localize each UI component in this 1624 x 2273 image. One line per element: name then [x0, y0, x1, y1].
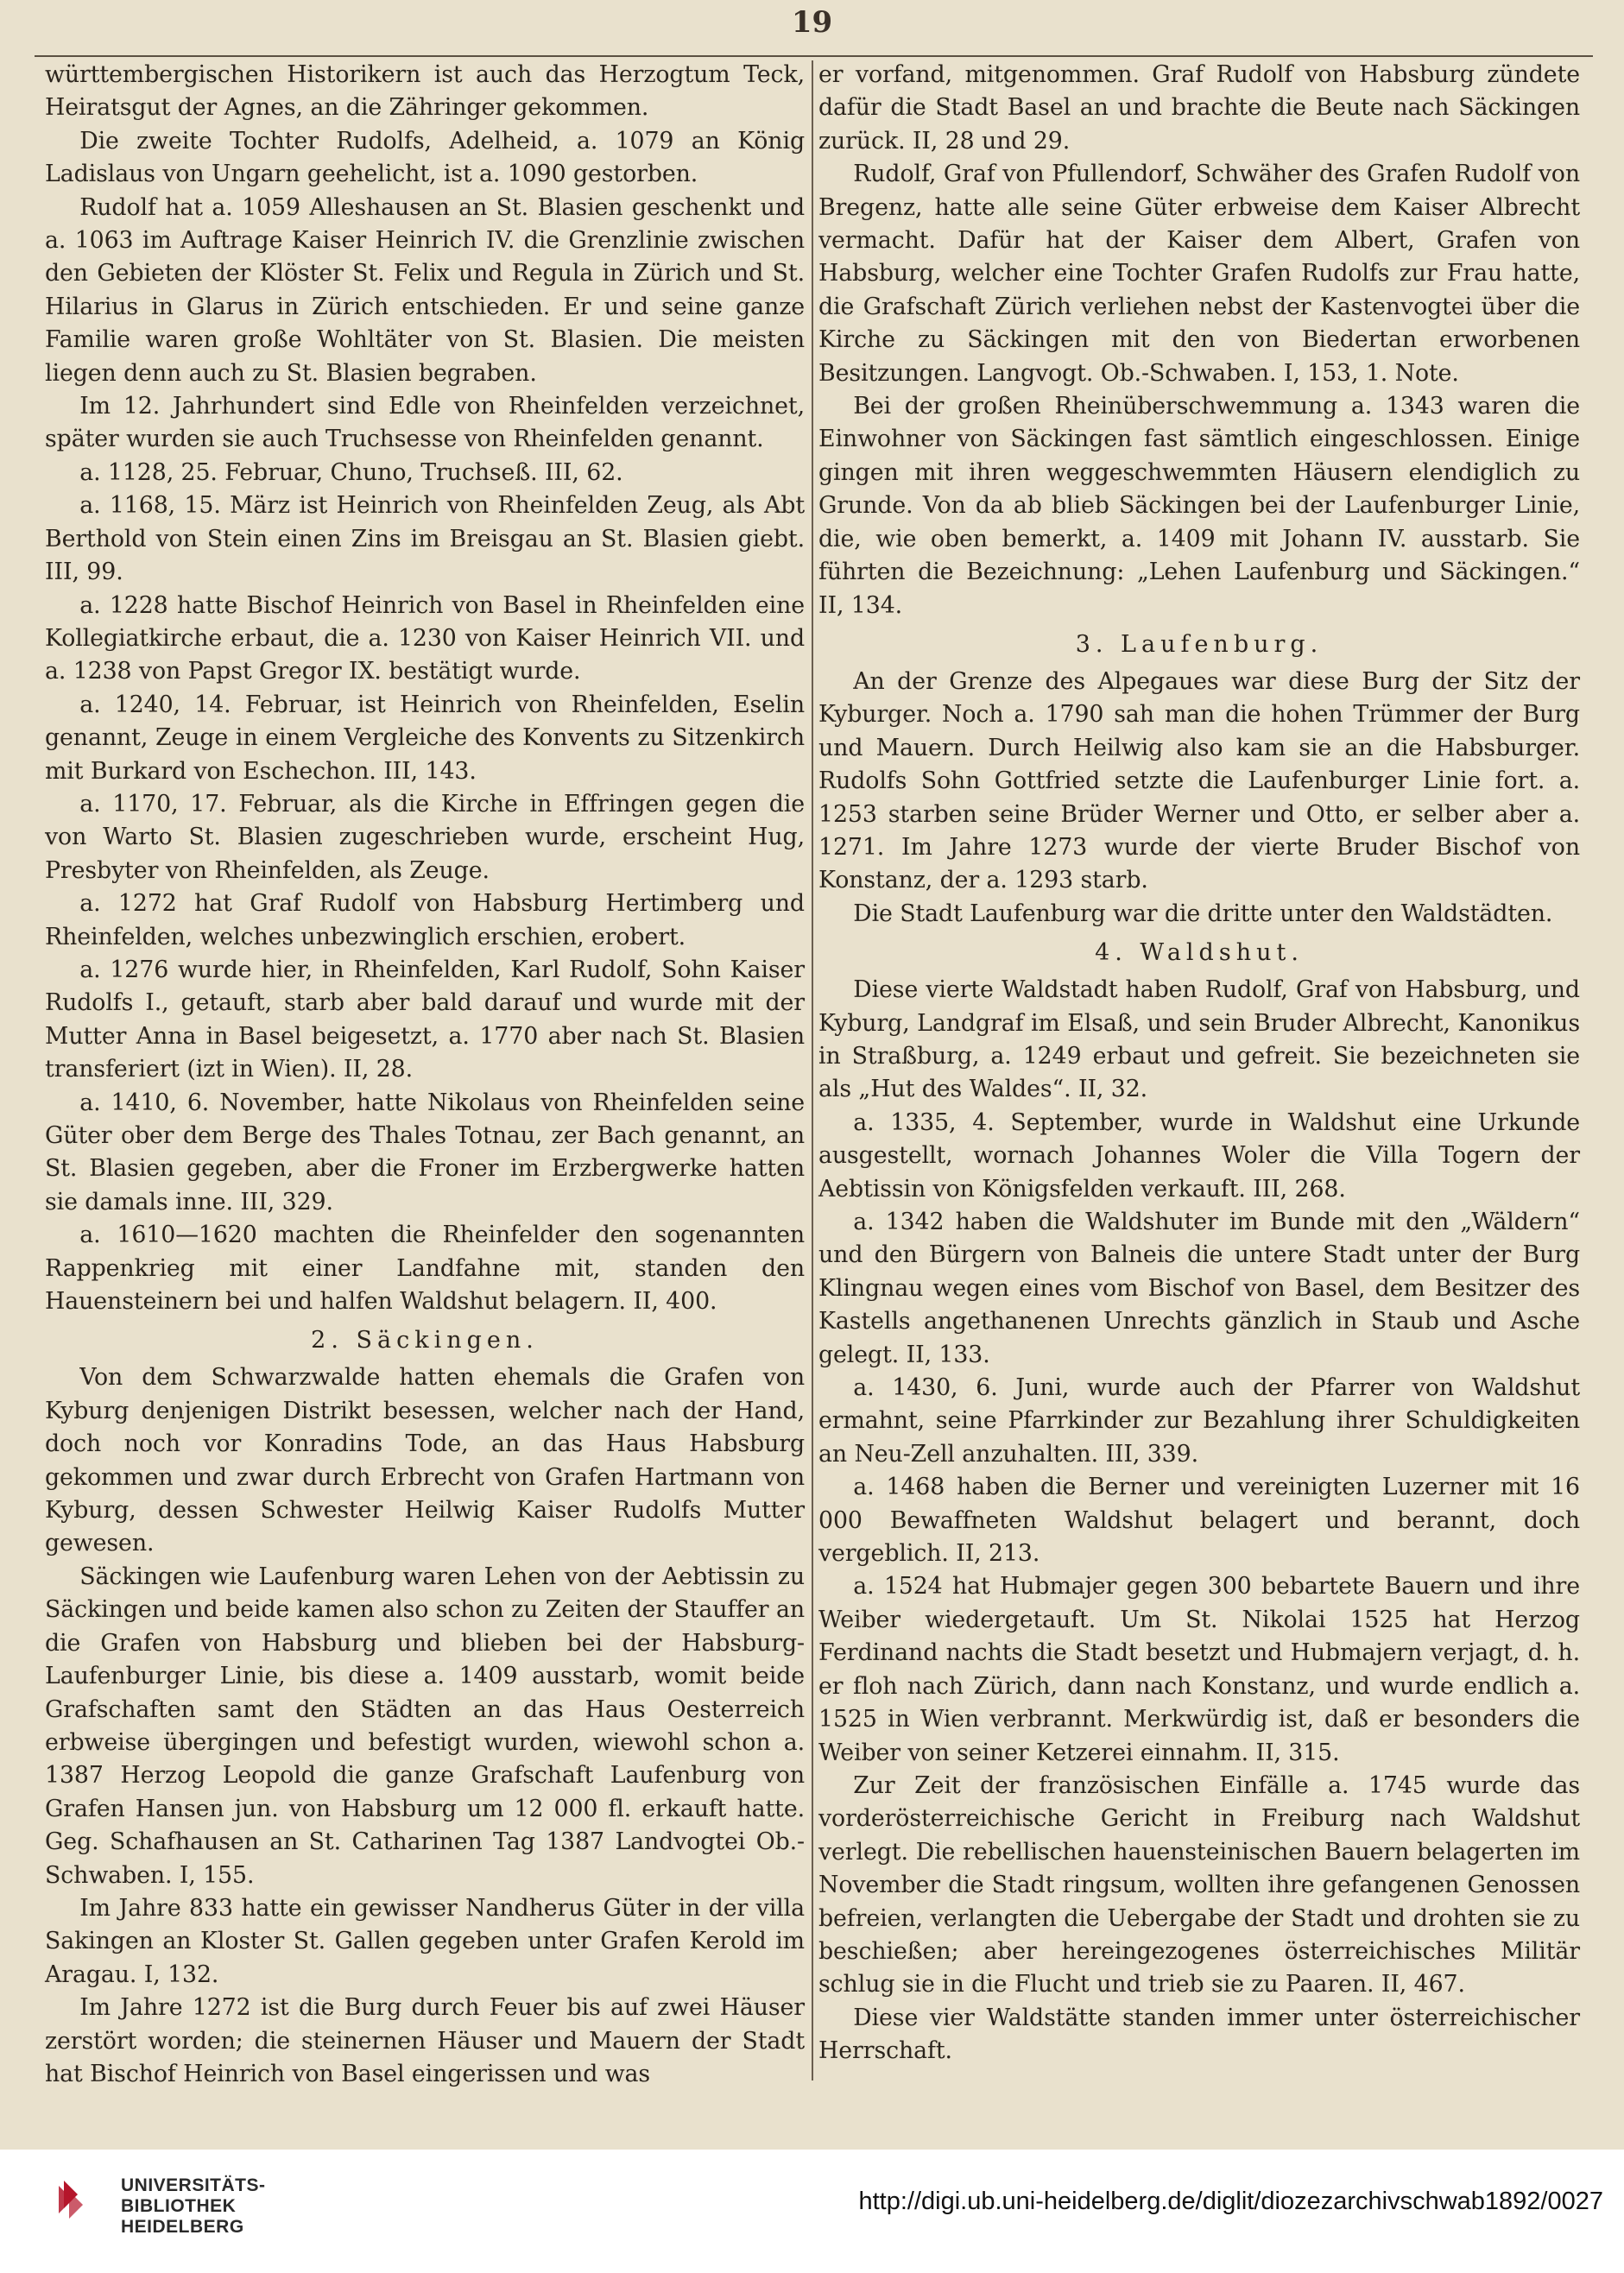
top-rule	[35, 55, 1593, 57]
paragraph: a. 1342 haben die Waldshuter im Bunde mit den „Wäldern“ und den Bürgern von Balneis die untere Stadt unter der Burg Klingnau wegen eines vom Bischof von Basel, dem Besitzer des Kastells angethanenen Unrechts gänzlich in Staub und Asche gelegt. II, 133.	[818, 1209, 1580, 1368]
section-heading-saeckingen: 2. Säckingen.	[311, 1327, 539, 1354]
library-name	[121, 2175, 266, 2238]
library-name-line: BIBLIOTHEK	[121, 2196, 237, 2216]
heidelberg-library-logo-icon	[52, 2175, 104, 2227]
paragraph: a. 1610—1620 machten die Rheinfelder den sogenannten Rappenkrieg mit einer Landfahne mit, standen den Hauensteinern bei und halfen Waldshut belagern. II, 400.	[45, 1222, 805, 1316]
column-divider	[812, 60, 813, 2080]
paragraph: Die Stadt Laufenburg war die dritte unter den Waldstädten.	[853, 900, 1553, 927]
paragraph: Im Jahre 1272 ist die Burg durch Feuer bis auf zwei Häuser zerstört worden; die steinernen Häuser und Mauern der Stadt hat Bischof Heinrich von Basel eingerissen und was	[45, 1994, 805, 2087]
paragraph: a. 1272 hat Graf Rudolf von Habsburg Hertimberg und Rheinfelden, welches unbezwinglich erschien, erobert.	[45, 890, 805, 950]
paragraph: a. 1335, 4. September, wurde in Waldshut eine Urkunde ausgestellt, wornach Johannes Woler die Villa Togern der Aebtissin von Königsfelden verkauft. III, 268.	[818, 1108, 1580, 1203]
paragraph: a. 1170, 17. Februar, als die Kirche in Effringen gegen die von Warto St. Blasien zugeschrieben wurde, erscheint Hug, Presbyter von Rheinfelden, als Zeuge.	[45, 790, 805, 884]
paragraph: Rudolf, Graf von Pfullendorf, Schwäher des Grafen Rudolf von Bregenz, hatte alle seine Güter erbweise dem Kaiser Albrecht vermacht. Dafür hat der Kaiser dem Albert, Grafen von Habsburg, welcher eine Tochter Grafen Rudolfs zur Frau hatte, die Grafschaft Zürich verliehen nebst der Kastenvogtei über die Kirche zu Säckingen mit den von Biedertan erworbenen Besitzungen. Langvogt. Ob.-Schwaben. I, 153, 1. Note.	[818, 161, 1580, 387]
library-name-line: UNIVERSITÄTS-	[121, 2175, 266, 2195]
paragraph: a. 1168, 15. März ist Heinrich von Rheinfelden Zeug, als Abt Berthold von Stein einen Zins im Breisgau an St. Blasien giebt. III, 99.	[45, 492, 805, 586]
paragraph: Von dem Schwarzwalde hatten ehemals die Grafen von Kyburg denjenigen Distrikt besessen, welcher nach der Hand, doch noch vor Konradins Tode, an das Haus Habsburg gekommen und zwar durch Erbrecht von Grafen Hartmann von Kyburg, dessen Schwester Heilwig Kaiser Rudolfs Mutter gewesen.	[45, 1364, 805, 1557]
paragraph: a. 1228 hatte Bischof Heinrich von Basel in Rheinfelden eine Kollegiatkirche erbaut, die a. 1230 von Kaiser Heinrich VII. und a. 1238 von Papst Gregor IX. bestätigt wurde.	[45, 591, 805, 685]
section-heading-waldshut: 4. Waldshut.	[1095, 939, 1304, 967]
paragraph: er vorfand, mitgenommen. Graf Rudolf von Habsburg zündete dafür die Stadt Basel an und brachte die Beute nach Säckingen zurück. II, 28 und 29.	[818, 61, 1580, 155]
paragraph: a. 1240, 14. Februar, ist Heinrich von Rheinfelden, Eselin genannt, Zeuge in einem Vergleiche des Konvents zu Sitzenkirch mit Burkard von Eschechon. III, 143.	[45, 691, 805, 785]
page-number: 19	[791, 5, 833, 40]
source-url-link[interactable]: http://digi.ub.uni-heidelberg.de/diglit/diozezarchivschwab1892/0027	[858, 2188, 1603, 2215]
paragraph: a. 1128, 25. Februar, Chuno, Truchseß. III, 62.	[79, 458, 623, 486]
paragraph: württembergischen Historikern ist auch das Herzogtum Teck, Heiratsgut der Agnes, an die Zähringer gekommen.	[45, 61, 805, 122]
paragraph: Bei der großen Rheinüberschwemmung a. 1343 waren die Einwohner von Säckingen fast sämtlich eingeschlossen. Einige gingen mit ihren weggeschwemmten Häusern elendiglich zu Grunde. Von da ab blieb Säckingen bei der Laufenburger Linie, die, wie oben bemerkt, a. 1409 mit Johann IV. ausstarb. Sie führten die Bezeichnung: „Lehen Laufenburg und Säckingen.“ II, 134.	[818, 393, 1580, 619]
right-column	[818, 59, 1580, 2068]
paragraph: a. 1524 hat Hubmajer gegen 300 bebartete Bauern und ihre Weiber wiedergetauft. Um St. Nikolai 1525 hat Herzog Ferdinand nachts die Stadt besetzt und Hubmajern verjagt, d. h. er floh nach Zürich, dann nach Konstanz, und wurde endlich a. 1525 in Wien verbrannt. Merkwürdig ist, daß er besonders die Weiber von seiner Ketzerei einnahm. II, 315.	[818, 1573, 1580, 1766]
paragraph: Säckingen wie Laufenburg waren Lehen von der Aebtissin zu Säckingen und beide kamen also schon zu Zeiten der Stauffer an die Grafen von Habsburg und blieben bei der Habsburg-Laufenburger Linie, bis diese a. 1409 ausstarb, womit beide Grafschaften samt den Städten an das Haus Oesterreich erbweise übergingen und befestigt wurden, wiewohl schon a. 1387 Herzog Leopold die ganze Grafschaft Laufenburg von Grafen Hansen jun. von Habsburg um 12 000 fl. erkauft hatte. Geg. Schafhausen an St. Catharinen Tag 1387 Landvogtei Ob.-Schwaben. I, 155.	[45, 1563, 805, 1889]
paragraph: Zur Zeit der französischen Einfälle a. 1745 wurde das vorderösterreichische Gericht in Freiburg nach Waldshut verlegt. Die rebellischen hauensteinischen Bauern belagerten im November die Stadt ringsum, wollten ihre gefangenen Genossen befreien, verlangten die Uebergabe der Stadt und drohten sie zu beschießen; aber hereingezogenes österreichisches Militär schlug sie in die Flucht und trieb sie zu Paaren. II, 467.	[818, 1771, 1580, 1998]
paragraph: Die zweite Tochter Rudolfs, Adelheid, a. 1079 an König Ladislaus von Ungarn geehelicht, ist a. 1090 gestorben.	[45, 127, 805, 188]
paragraph: a. 1430, 6. Juni, wurde auch der Pfarrer von Waldshut ermahnt, seine Pfarrkinder zur Bezahlung ihrer Schuldigkeiten an Neu-Zell anzuhalten. III, 339.	[818, 1374, 1580, 1468]
section-heading-laufenburg: 3. Laufenburg.	[1075, 630, 1324, 658]
paragraph: Im 12. Jahrhundert sind Edle von Rheinfelden verzeichnet, später wurden sie auch Truchsesse von Rheinfelden genannt.	[45, 393, 805, 453]
left-column	[45, 59, 805, 2091]
paragraph: Diese vierte Waldstadt haben Rudolf, Graf von Habsburg, und Kyburg, Landgraf im Elsaß, und sein Bruder Albrecht, Kanonikus in Straßburg, a. 1249 erbaut und gefreit. Sie bezeichneten sie als „Hut des Waldes“. II, 32.	[818, 976, 1580, 1103]
paragraph: Rudolf hat a. 1059 Alleshausen an St. Blasien geschenkt und a. 1063 im Auftrage Kaiser Heinrich IV. die Grenzlinie zwischen den Gebieten der Klöster St. Felix und Regula in Zürich und St. Hilarius in Glarus in Zürich entschieden. Er und seine ganze Familie waren große Wohltäter von St. Blasien. Die meisten liegen denn auch zu St. Blasien begraben.	[45, 193, 805, 387]
footer-bar	[0, 2150, 1624, 2273]
paragraph: An der Grenze des Alpegaues war diese Burg der Sitz der Kyburger. Noch a. 1790 sah man die hohen Trümmer der Burg und Mauern. Durch Heilwig also kam sie an die Habsburger. Rudolfs Sohn Gottfried setzte die Laufenburger Linie fort. a. 1253 starben seine Brüder Werner und Otto, er selber aber a. 1271. Im Jahre 1273 wurde der vierte Bruder Bischof von Konstanz, der a. 1293 starb.	[818, 667, 1580, 894]
library-name-line: HEIDELBERG	[121, 2217, 244, 2237]
paragraph: a. 1410, 6. November, hatte Nikolaus von Rheinfelden seine Güter ober dem Berge des Thales Totnau, zer Bach genannt, an St. Blasien gegeben, aber die Froner im Erzbergwerke hatten sie damals inne. III, 329.	[45, 1089, 805, 1215]
paragraph: a. 1276 wurde hier, in Rheinfelden, Karl Rudolf, Sohn Kaiser Rudolfs I., getauft, starb aber bald darauf und wurde mit der Mutter Anna in Basel beigesetzt, a. 1770 aber nach St. Blasien transferiert (izt in Wien). II, 28.	[45, 956, 805, 1083]
paragraph: Im Jahre 833 hatte ein gewisser Nandherus Güter in der villa Sakingen an Kloster St. Gallen gegeben unter Grafen Kerold im Aragau. I, 132.	[45, 1894, 805, 1988]
paragraph: a. 1468 haben die Berner und vereinigten Luzerner mit 16 000 Bewaffneten Waldshut belagert und berannt, doch vergeblich. II, 213.	[818, 1474, 1580, 1568]
paragraph: Diese vier Waldstätte standen immer unter österreichischer Herrschaft.	[818, 2004, 1580, 2065]
